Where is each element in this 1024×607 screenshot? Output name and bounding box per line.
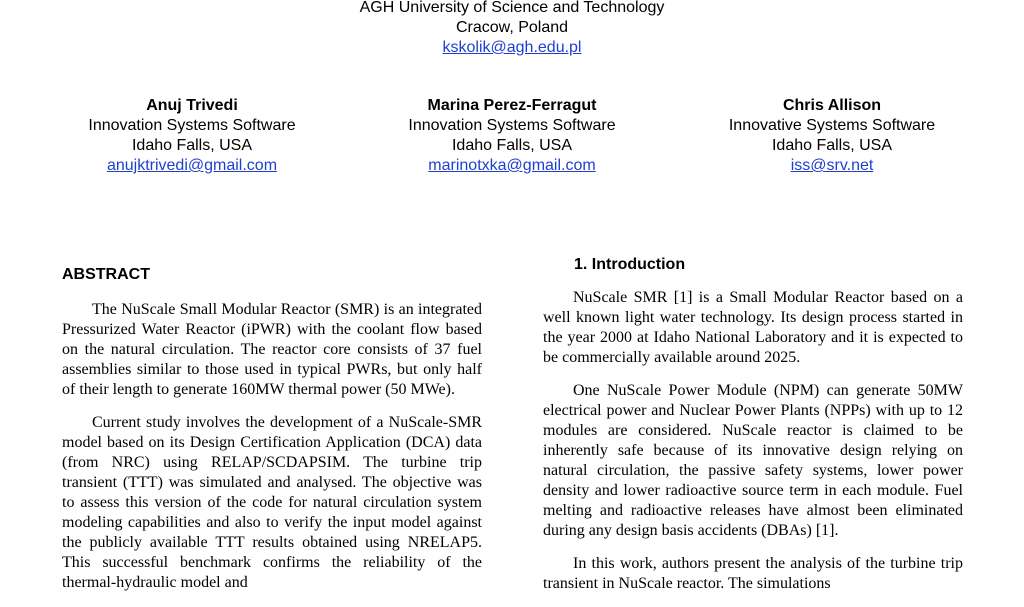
author-block <box>362 96 662 176</box>
author-block <box>42 96 342 176</box>
affiliation-city: Cracow, Poland <box>455 19 569 36</box>
introduction-paragraph: NuScale SMR [1] is a Small Modular Reactor based on a well known light water technology. Its design process started in the year 2000 at Idaho National Laboratory and it is expected to be commercially available around 2025. <box>543 289 963 366</box>
author-org: Innovation Systems Software <box>88 117 296 134</box>
author-name: Marina Perez-Ferragut <box>427 97 597 114</box>
introduction-heading: 1. Introduction <box>574 256 686 273</box>
introduction-paragraph: One NuScale Power Module (NPM) can generate 50MW electrical power and Nuclear Power Plants (NPPs) with up to 12 modules are considered. NuScale reactor is claimed to be inherently safe because of its innovative design relying on natural circulation, the passive safety systems, lower power density and lower radioactive source term in each module. Fuel melting and radioactive releases have almost been eliminated during any design basis accidents (DBAs) [1]. <box>543 382 963 539</box>
author-location: Idaho Falls, USA <box>771 137 893 154</box>
author-name: Chris Allison <box>782 97 882 114</box>
abstract-heading: ABSTRACT <box>62 266 150 283</box>
introduction-paragraph: In this work, authors present the analysis of the turbine trip transient in NuScale reactor. The simulations <box>543 555 963 592</box>
abstract-paragraph: The NuScale Small Modular Reactor (SMR) is an integrated Pressurized Water Reactor (iPWR) with the coolant flow based on the natural circulation. The reactor core consists of 37 fuel assemblies similar to those used in typical PWRs, but only half of their length to generate 160MW thermal power (50 MWe). <box>62 301 482 398</box>
author-email-link[interactable]: iss@srv.net <box>790 157 874 174</box>
author-email-link[interactable]: anujktrivedi@gmail.com <box>106 157 278 174</box>
author-org: Innovative Systems Software <box>728 117 936 134</box>
abstract-paragraph: Current study involves the development of a NuScale-SMR model based on its Design Certification Application (DCA) data (from NRC) using RELAP/SCDAPSIM. The turbine trip transient (TTT) was simulated and analysed. The objective was to assess this version of the code for natural circulation system modeling capabilities and also to verify the input model against the publicly available TTT results obtained using NRELAP5. This successful benchmark confirms the reliability of the thermal-hydraulic model and <box>62 414 482 591</box>
author-location: Idaho Falls, USA <box>451 137 573 154</box>
author-block <box>682 96 982 176</box>
affiliation-block <box>0 0 1024 58</box>
introduction-column <box>543 288 963 607</box>
author-org: Innovation Systems Software <box>408 117 616 134</box>
author-name: Anuj Trivedi <box>146 97 238 114</box>
author-location: Idaho Falls, USA <box>131 137 253 154</box>
affiliation-university: AGH University of Science and Technology <box>359 0 665 16</box>
affiliation-email-link[interactable]: kskolik@agh.edu.pl <box>442 39 582 56</box>
abstract-column <box>62 300 482 606</box>
author-email-link[interactable]: marinotxka@gmail.com <box>428 157 596 174</box>
